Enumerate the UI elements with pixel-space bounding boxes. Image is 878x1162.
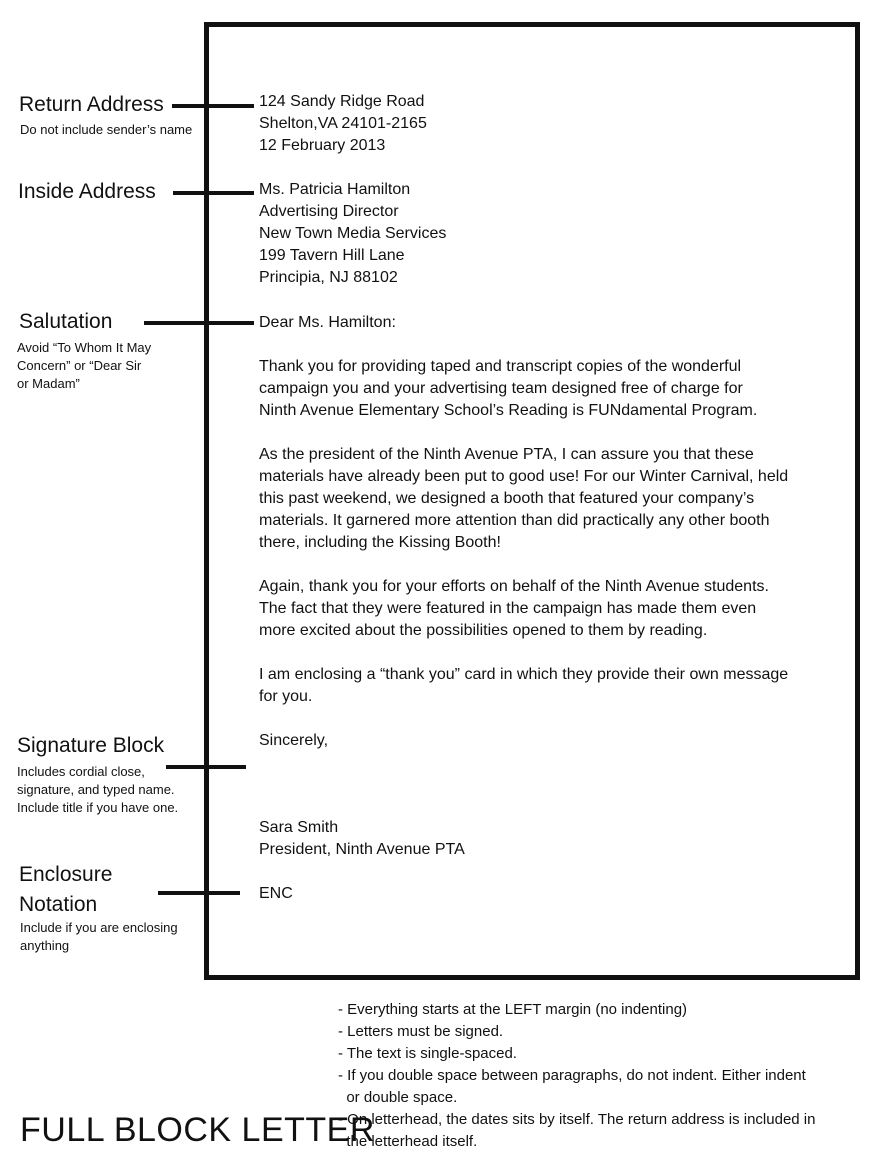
inside-address-line: 199 Tavern Hill Lane <box>259 247 405 264</box>
inside-address-label: Inside Address <box>18 180 156 203</box>
return-address-line: 124 Sandy Ridge Road <box>259 93 425 110</box>
signature-block-note-line: signature, and typed name. <box>17 782 175 797</box>
signature-block-note-line: Includes cordial close, <box>17 764 145 779</box>
body-paragraph-line: more excited about the possibilities opened to them by reading. <box>259 622 708 639</box>
return-address-label: Return Address <box>19 93 164 116</box>
return-address-connector <box>172 104 254 108</box>
body-paragraph-line: Thank you for providing taped and transcript copies of the wonderful <box>259 358 742 375</box>
page-title: FULL BLOCK LETTER <box>20 1111 375 1149</box>
letter-date: 12 February 2013 <box>259 137 386 154</box>
salutation-note-line: Avoid “To Whom It May <box>17 340 152 355</box>
body-paragraph-line: materials have already been put to good use! For our Winter Carnival, held <box>259 468 789 485</box>
signature-block-connector <box>166 765 246 769</box>
signer-title: President, Ninth Avenue PTA <box>259 841 465 858</box>
enclosure-notation-connector <box>158 891 240 895</box>
inside-address-line: Advertising Director <box>259 203 399 220</box>
body-paragraph-line: for you. <box>259 688 313 705</box>
body-paragraph-line: The fact that they were featured in the campaign has made them even <box>259 600 757 617</box>
rule-item: - If you double space between paragraphs, do not indent. Either indent <box>338 1067 806 1084</box>
rule-item: - Letters must be signed. <box>338 1023 504 1040</box>
cordial-close: Sincerely, <box>259 732 329 749</box>
enclosure-notation-note-line: Include if you are enclosing <box>20 920 178 935</box>
rule-item-continuation: the letterhead itself. <box>338 1133 478 1150</box>
body-paragraph-line: materials. It garnered more attention than did practically any other booth <box>259 512 770 529</box>
inside-address-line: Principia, NJ 88102 <box>259 269 398 286</box>
rule-item: - On letterhead, the dates sits by itself. The return address is included in <box>338 1111 816 1128</box>
body-paragraph-line: As the president of the Ninth Avenue PTA, I can assure you that these <box>259 446 754 463</box>
salutation-text: Dear Ms. Hamilton: <box>259 314 396 331</box>
enclosure-text: ENC <box>259 885 293 902</box>
salutation-note-line: or Madam” <box>17 376 80 391</box>
body-paragraph-line: I am enclosing a “thank you” card in which they provide their own message <box>259 666 789 683</box>
return-address-note: Do not include sender’s name <box>20 122 193 137</box>
body-paragraph-line: Ninth Avenue Elementary School’s Reading is FUNdamental Program. <box>259 402 758 419</box>
inside-address-line: New Town Media Services <box>259 225 447 242</box>
salutation-connector <box>144 321 254 325</box>
body-paragraph-line: campaign you and your advertising team designed free of charge for <box>259 380 743 397</box>
rule-item: - Everything starts at the LEFT margin (no indenting) <box>338 1001 688 1018</box>
body-paragraph-line: Again, thank you for your efforts on behalf of the Ninth Avenue students. <box>259 578 769 595</box>
enclosure-notation-label-line: Notation <box>19 893 98 916</box>
enclosure-notation-note-line: anything <box>20 938 70 953</box>
rule-item-continuation: or double space. <box>338 1089 458 1106</box>
signer-name: Sara Smith <box>259 819 339 836</box>
inside-address-connector <box>173 191 254 195</box>
inside-address-line: Ms. Patricia Hamilton <box>259 181 411 198</box>
salutation-note-line: Concern” or “Dear Sir <box>17 358 142 373</box>
signature-block-note-line: Include title if you have one. <box>17 800 179 815</box>
salutation-label: Salutation <box>19 310 113 333</box>
body-paragraph-line: there, including the Kissing Booth! <box>259 534 501 551</box>
signature-block-label: Signature Block <box>17 734 165 757</box>
return-address-line: Shelton,VA 24101-2165 <box>259 115 427 132</box>
rule-item: - The text is single-spaced. <box>338 1045 517 1062</box>
enclosure-notation-label-line: Enclosure <box>19 863 113 886</box>
body-paragraph-line: this past weekend, we designed a booth that featured your company’s <box>259 490 755 507</box>
